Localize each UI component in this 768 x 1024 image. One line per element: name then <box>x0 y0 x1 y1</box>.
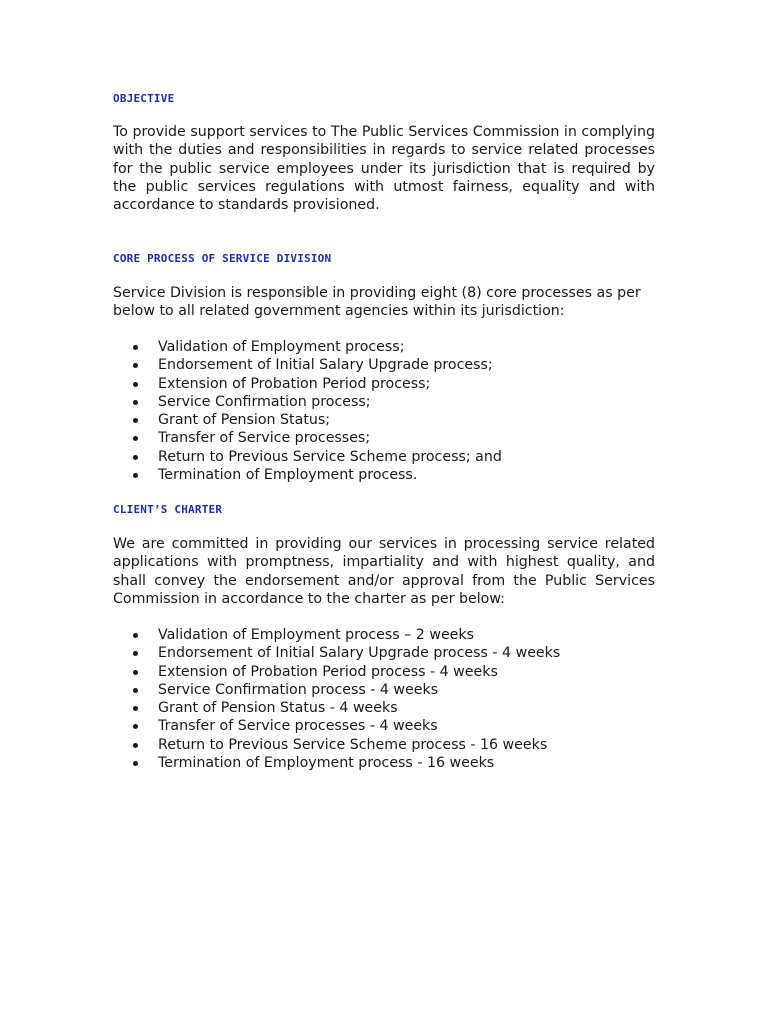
list-item-text: Service Confirmation process - 4 weeks <box>158 681 439 698</box>
bullet-icon <box>133 436 138 441</box>
list-item <box>113 736 560 754</box>
bullet-icon <box>133 363 138 368</box>
list-item-text: Termination of Employment process - 16 weeks <box>158 755 495 772</box>
list-item-text: Validation of Employment process – 2 weeks <box>158 627 475 643</box>
list-item-text: Return to Previous Service Scheme process; and <box>158 448 502 465</box>
list-item-text: Transfer of Service processes; <box>158 430 371 447</box>
list-item-text: Termination of Employment process. <box>158 467 418 484</box>
bullet-icon <box>133 724 138 729</box>
core-process-heading: CORE PROCESS OF SERVICE DIVISION <box>113 252 332 265</box>
list-item <box>113 626 560 644</box>
list-item-text: Validation of Employment process; <box>158 339 405 355</box>
bullet-icon <box>133 345 138 350</box>
list-item <box>113 393 502 411</box>
list-item <box>113 448 502 466</box>
list-item-text: Return to Previous Service Scheme process - 16 weeks <box>158 736 548 753</box>
list-item-text: Extension of Probation Period process - 4 weeks <box>158 663 498 680</box>
list-item <box>113 466 502 484</box>
clients-charter-paragraph: We are committed in providing our services in processing service related applications with promptness, impartiality and with highest quality, and shall convey the endorsement and/or approval from the Public Services Commission in accordance to the charter as per below: <box>113 536 655 607</box>
list-item <box>113 681 560 699</box>
core-process-paragraph: Service Division is responsible in providing eight (8) core processes as per below to all related government agencies within its jurisdiction: <box>113 285 641 320</box>
bullet-icon <box>133 382 138 387</box>
list-item-text: Endorsement of Initial Salary Upgrade process - 4 weeks <box>158 645 561 662</box>
list-item <box>113 644 560 662</box>
clients-charter-heading: CLIENT’S CHARTER <box>113 503 223 516</box>
list-item <box>113 356 502 374</box>
list-item <box>113 411 502 429</box>
list-item-text: Transfer of Service processes - 4 weeks <box>158 718 438 735</box>
list-item <box>113 375 502 393</box>
bullet-icon <box>133 455 138 460</box>
list-item-text: Grant of Pension Status; <box>158 412 331 429</box>
bullet-icon <box>133 400 138 405</box>
list-item <box>113 663 560 681</box>
list-item <box>113 754 560 772</box>
list-item-text: Endorsement of Initial Salary Upgrade process; <box>158 357 493 374</box>
list-item-text: Service Confirmation process; <box>158 393 371 410</box>
objective-paragraph: To provide support services to The Public Services Commission in complying with the duties and responsibilities in regards to service related processes for the public service employees under its jurisdiction that is required by the public services regulations with utmost fairness, equality and with accordance to standards provisioned. <box>113 124 655 214</box>
bullet-icon <box>133 651 138 656</box>
bullet-icon <box>133 761 138 766</box>
bullet-icon <box>133 473 138 478</box>
bullet-icon <box>133 633 138 638</box>
list-item-text: Grant of Pension Status - 4 weeks <box>158 700 398 717</box>
list-item <box>113 338 502 356</box>
bullet-icon <box>133 418 138 423</box>
list-item <box>113 429 502 447</box>
bullet-icon <box>133 743 138 748</box>
list-item <box>113 699 560 717</box>
bullet-icon <box>133 670 138 675</box>
bullet-icon <box>133 688 138 693</box>
list-item-text: Extension of Probation Period process; <box>158 375 431 392</box>
bullet-icon <box>133 706 138 711</box>
objective-heading: OBJECTIVE <box>113 92 175 105</box>
list-item <box>113 717 560 735</box>
core-process-list <box>113 338 502 484</box>
clients-charter-list <box>113 626 560 772</box>
